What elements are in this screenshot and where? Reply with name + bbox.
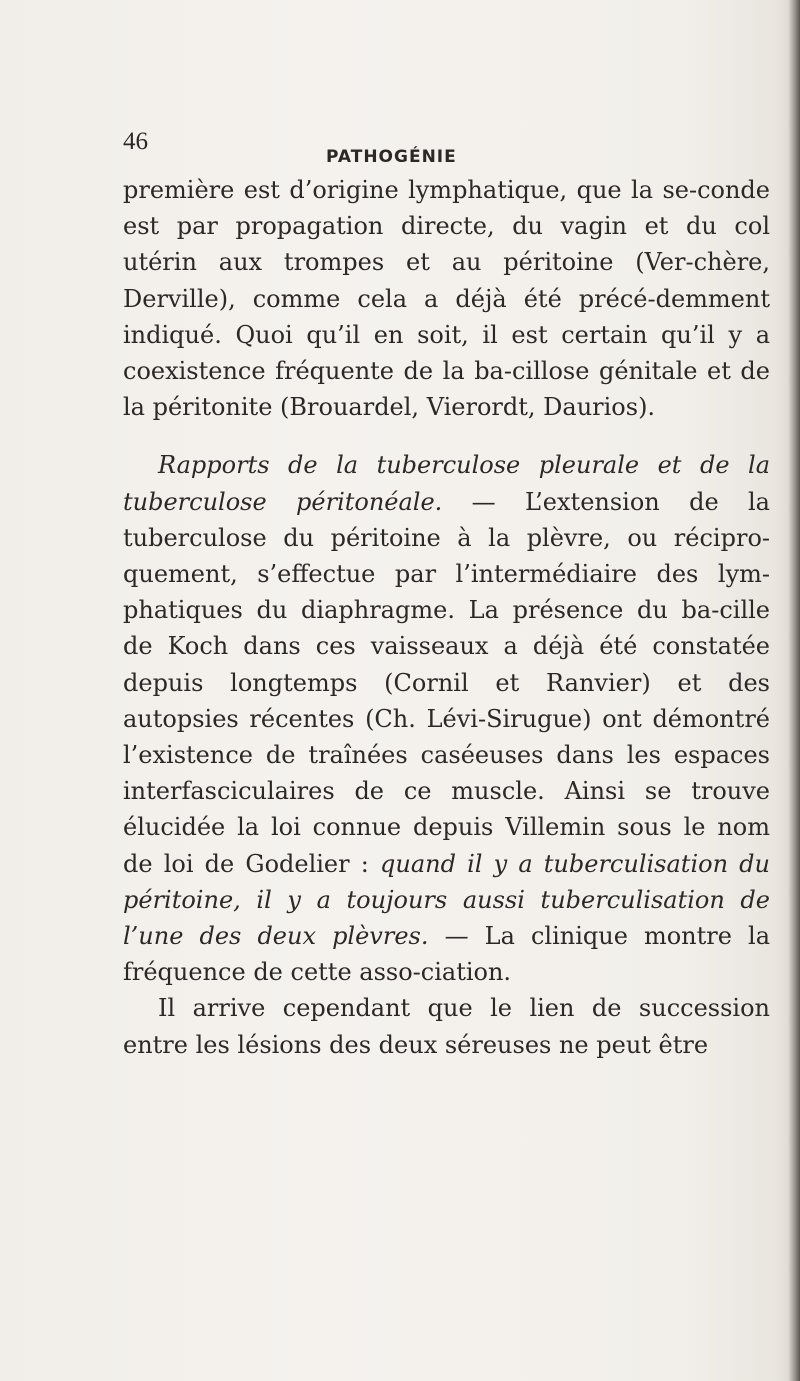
paragraph-2-body: — L’extension de la tuberculose du péritoine à la plèvre, ou récipro-quement, s’effectue par l’intermédiaire des lym-phatiques du diaphragme. La présence du ba-cille de Koch dans ces vaisseaux a déjà été constatée depuis longtemps (Cornil et Ranvier) et des autopsies récentes (Ch. Lévi-Sirugue) ont démontré l’existence de traînées caséeuses dans les espaces interfasciculaires de ce muscle. Ainsi se trouve élucidée la loi connue depuis Villemin sous le nom de loi de Godelier : (123, 487, 770, 878)
section-heading: Rapports de la tuberculose pleurale et de la tuberculose péritonéale. (123, 451, 770, 516)
paragraph-3: Il arrive cependant que le lien de succession entre les lésions des deux séreuses ne peut être (123, 994, 770, 1059)
page-edge-shadow (788, 0, 800, 1381)
body-text (123, 172, 770, 1063)
paragraph-2-ending: — La clinique montre la fréquence de cette asso-ciation. (123, 922, 771, 987)
page-number: 46 (123, 128, 148, 155)
paragraph-2 (123, 447, 770, 990)
running-head: PATHOGÉNIE (326, 147, 457, 167)
godelier-law: quand il y a tuberculisation du péritoine, il y a toujours aussi tuberculisation de l’une des deux plèvres. (123, 849, 770, 951)
paragraph-gap (123, 425, 770, 447)
paragraph-1: première est d’origine lymphatique, que la se-conde est par propagation directe, du vagin et du col utérin aux trompes et au péritoine (Ver-chère, Derville), comme cela a déjà été précé-demment indiqué. Quoi qu’il en soit, il est certain qu’il y a coexistence fréquente de la ba-cillose génitale et de la péritonite (Brouardel, Vierordt, Daurios). (123, 176, 770, 422)
